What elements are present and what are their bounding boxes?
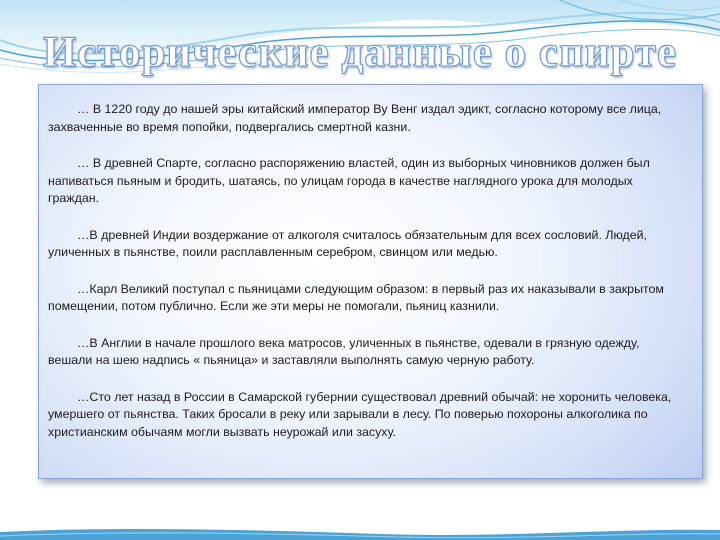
paragraph-england: …В Англии в начале прошлого века матросов, уличенных в пьянстве, одевали в грязную одежду, вешали на шею надпись « пьяница» и заставляли выполнять самую черную работу. — [48, 335, 640, 367]
paragraph-charlemagne: …Карл Великий поступал с пьяницами следующим образом: в первый раз их наказывали в закрытом помещении, потом публично. Если же эти меры не помогали, пьяниц казнили. — [48, 281, 664, 313]
slide-title: Исторические данные о спирте — [42, 29, 678, 76]
paragraph-china: … В 1220 году до нашей эры китайский император Ву Венг издал эдикт, согласно которому все лица, захваченные во время попойки, подвергались смертной казни. — [48, 102, 662, 134]
paragraph-india: …В древней Индии воздержание от алкоголя считалось обязательным для всех сословий. Людей, уличенных в пьянстве, поили расплавленным серебром, свинцом или медью. — [48, 227, 647, 259]
paragraph-russia: …Сто лет назад в России в Самарской губернии существовал древний обычай: не хоронить человека, умершего от пьянства. Таких бросали в реку или зарывали в лесу. По поверью похороны алкоголика по христианским обычаям могли вызвать неурожай или засуху. — [48, 389, 672, 439]
footer-wave-decoration — [0, 526, 720, 540]
paragraph-sparta: … В древней Спарте, согласно распоряжению властей, один из выборных чиновников должен был напиваться пьяным и бродить, шатаясь, по улицам города в качестве наглядного урока для молодых граждан. — [48, 156, 650, 205]
content-box — [38, 84, 703, 479]
